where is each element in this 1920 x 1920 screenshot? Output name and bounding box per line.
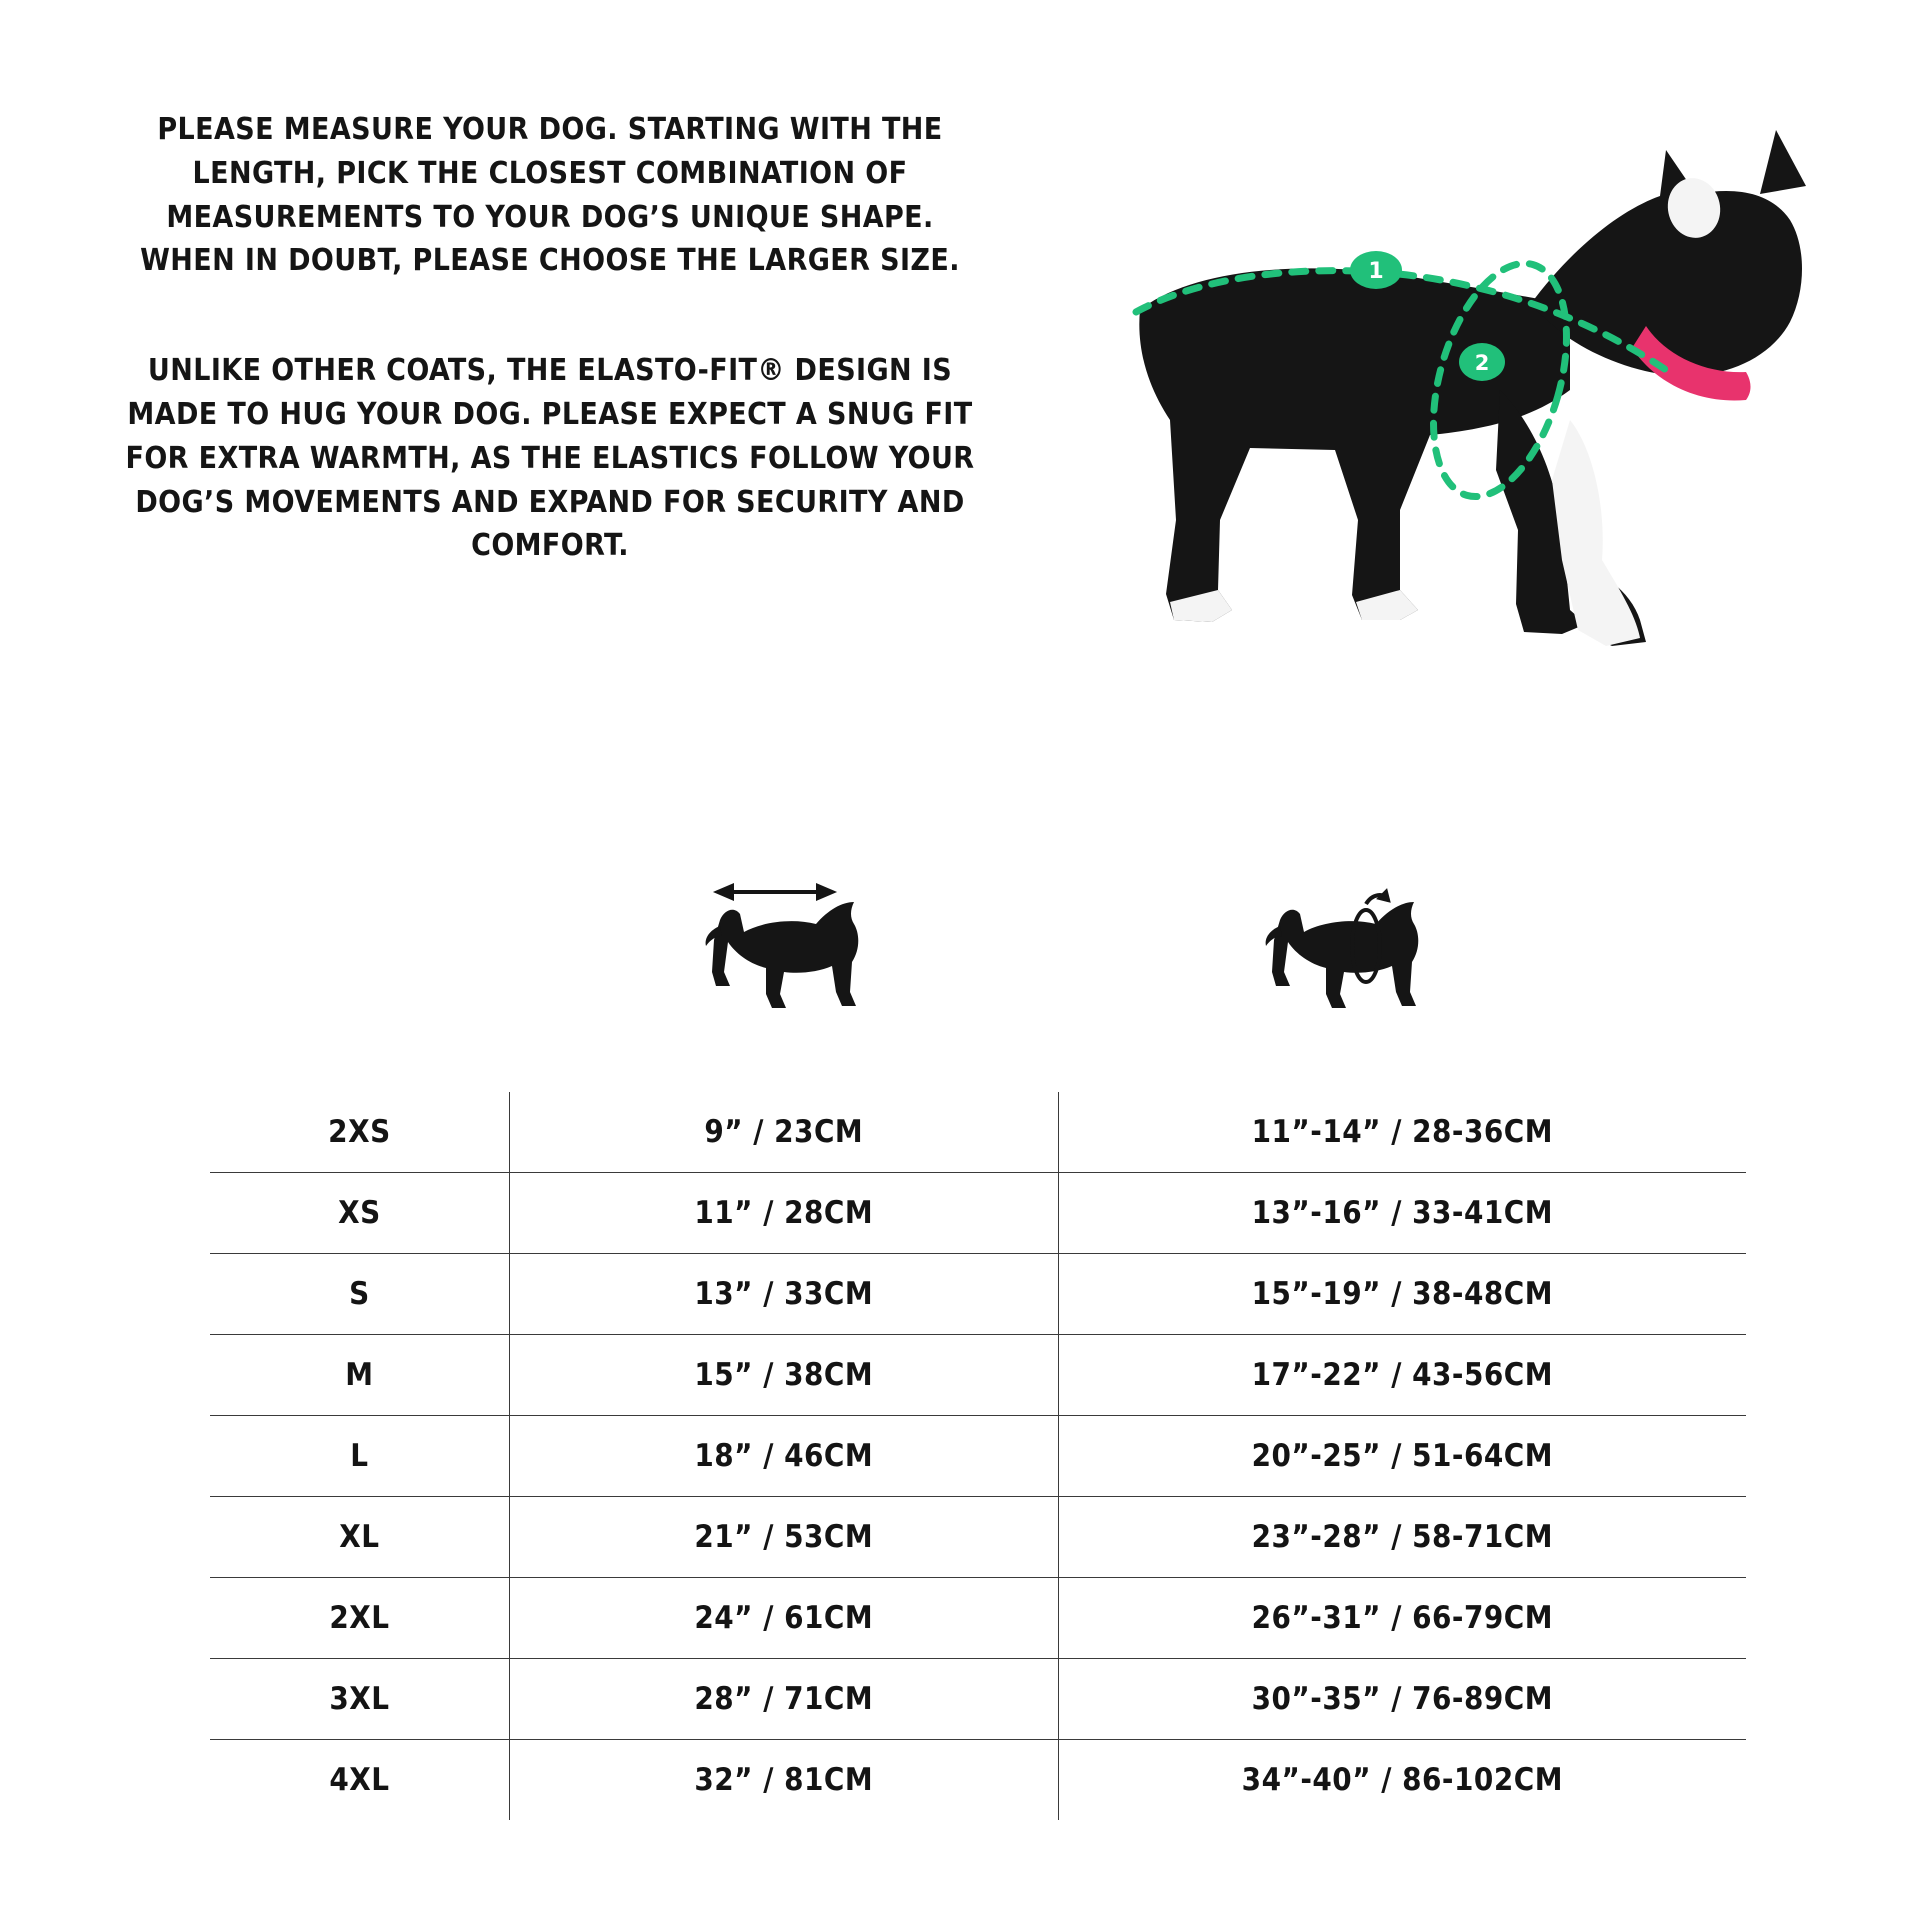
cell-girth: 34”-40” / 86-102CM [1058, 1740, 1747, 1822]
svg-text:1: 1 [1368, 259, 1384, 284]
cell-length: 28” / 71CM [509, 1659, 1058, 1740]
marker-1-badge [1350, 251, 1402, 289]
cell-length: 21” / 53CM [509, 1497, 1058, 1578]
cell-girth: 30”-35” / 76-89CM [1058, 1659, 1747, 1740]
cell-girth: 13”-16” / 33-41CM [1058, 1173, 1747, 1254]
svg-text:2: 2 [1474, 351, 1490, 375]
cell-girth: 20”-25” / 51-64CM [1058, 1416, 1747, 1497]
size-chart-table [208, 1090, 1748, 1822]
intro-paragraph-2: UNLIKE OTHER COATS, THE ELASTO-FIT® DESIGN IS MADE TO HUG YOUR DOG. PLEASE EXPECT A SNUG FIT FOR EXTRA WARMTH, AS THE ELASTICS FOLLOW YOUR DOG’S MOVEMENTS AND EXPAND FOR SECURITY AND COMFORT. [125, 353, 975, 564]
cell-size: S [209, 1254, 509, 1335]
cell-size: XS [209, 1173, 509, 1254]
table-row [209, 1091, 1747, 1173]
cell-girth: 26”-31” / 66-79CM [1058, 1578, 1747, 1659]
cell-size: 2XS [209, 1091, 509, 1173]
table-row [209, 1659, 1747, 1740]
cell-length: 13” / 33CM [509, 1254, 1058, 1335]
cell-girth: 23”-28” / 58-71CM [1058, 1497, 1747, 1578]
table-row [209, 1254, 1747, 1335]
dog-photo [1100, 90, 1820, 750]
marker-2-badge [1459, 343, 1505, 381]
cell-length: 11” / 28CM [509, 1173, 1058, 1254]
table-row [209, 1416, 1747, 1497]
table-row [209, 1740, 1747, 1822]
cell-length: 32” / 81CM [509, 1740, 1058, 1822]
cell-girth: 17”-22” / 43-56CM [1058, 1335, 1747, 1416]
cell-length: 24” / 61CM [509, 1578, 1058, 1659]
intro-paragraph-1: PLEASE MEASURE YOUR DOG. STARTING WITH THE LENGTH, PICK THE CLOSEST COMBINATION OF MEASUREMENTS TO YOUR DOG’S UNIQUE SHAPE. WHEN IN DOUBT, PLEASE CHOOSE THE LARGER SIZE. [140, 112, 960, 279]
table-row [209, 1497, 1747, 1578]
cell-length: 15” / 38CM [509, 1335, 1058, 1416]
dog-silhouette-girth-icon [1260, 880, 1480, 1040]
cell-length: 9” / 23CM [509, 1091, 1058, 1173]
girth-icon-block [1260, 880, 1480, 1045]
cell-length: 18” / 46CM [509, 1416, 1058, 1497]
size-chart-body [209, 1091, 1747, 1821]
cell-size: 3XL [209, 1659, 509, 1740]
dog-silhouette-length-icon [700, 880, 920, 1040]
length-icon-block [700, 880, 920, 1045]
cell-girth: 11”-14” / 28-36CM [1058, 1091, 1747, 1173]
table-row [209, 1578, 1747, 1659]
cell-size: 2XL [209, 1578, 509, 1659]
table-row [209, 1335, 1747, 1416]
dog-illustration [1100, 90, 1820, 750]
cell-size: XL [209, 1497, 509, 1578]
intro-text-block [120, 108, 980, 568]
cell-girth: 15”-19” / 38-48CM [1058, 1254, 1747, 1335]
cell-size: 4XL [209, 1740, 509, 1822]
cell-size: M [209, 1335, 509, 1416]
measurement-icons-row [200, 880, 1760, 1050]
table-row [209, 1173, 1747, 1254]
cell-size: L [209, 1416, 509, 1497]
